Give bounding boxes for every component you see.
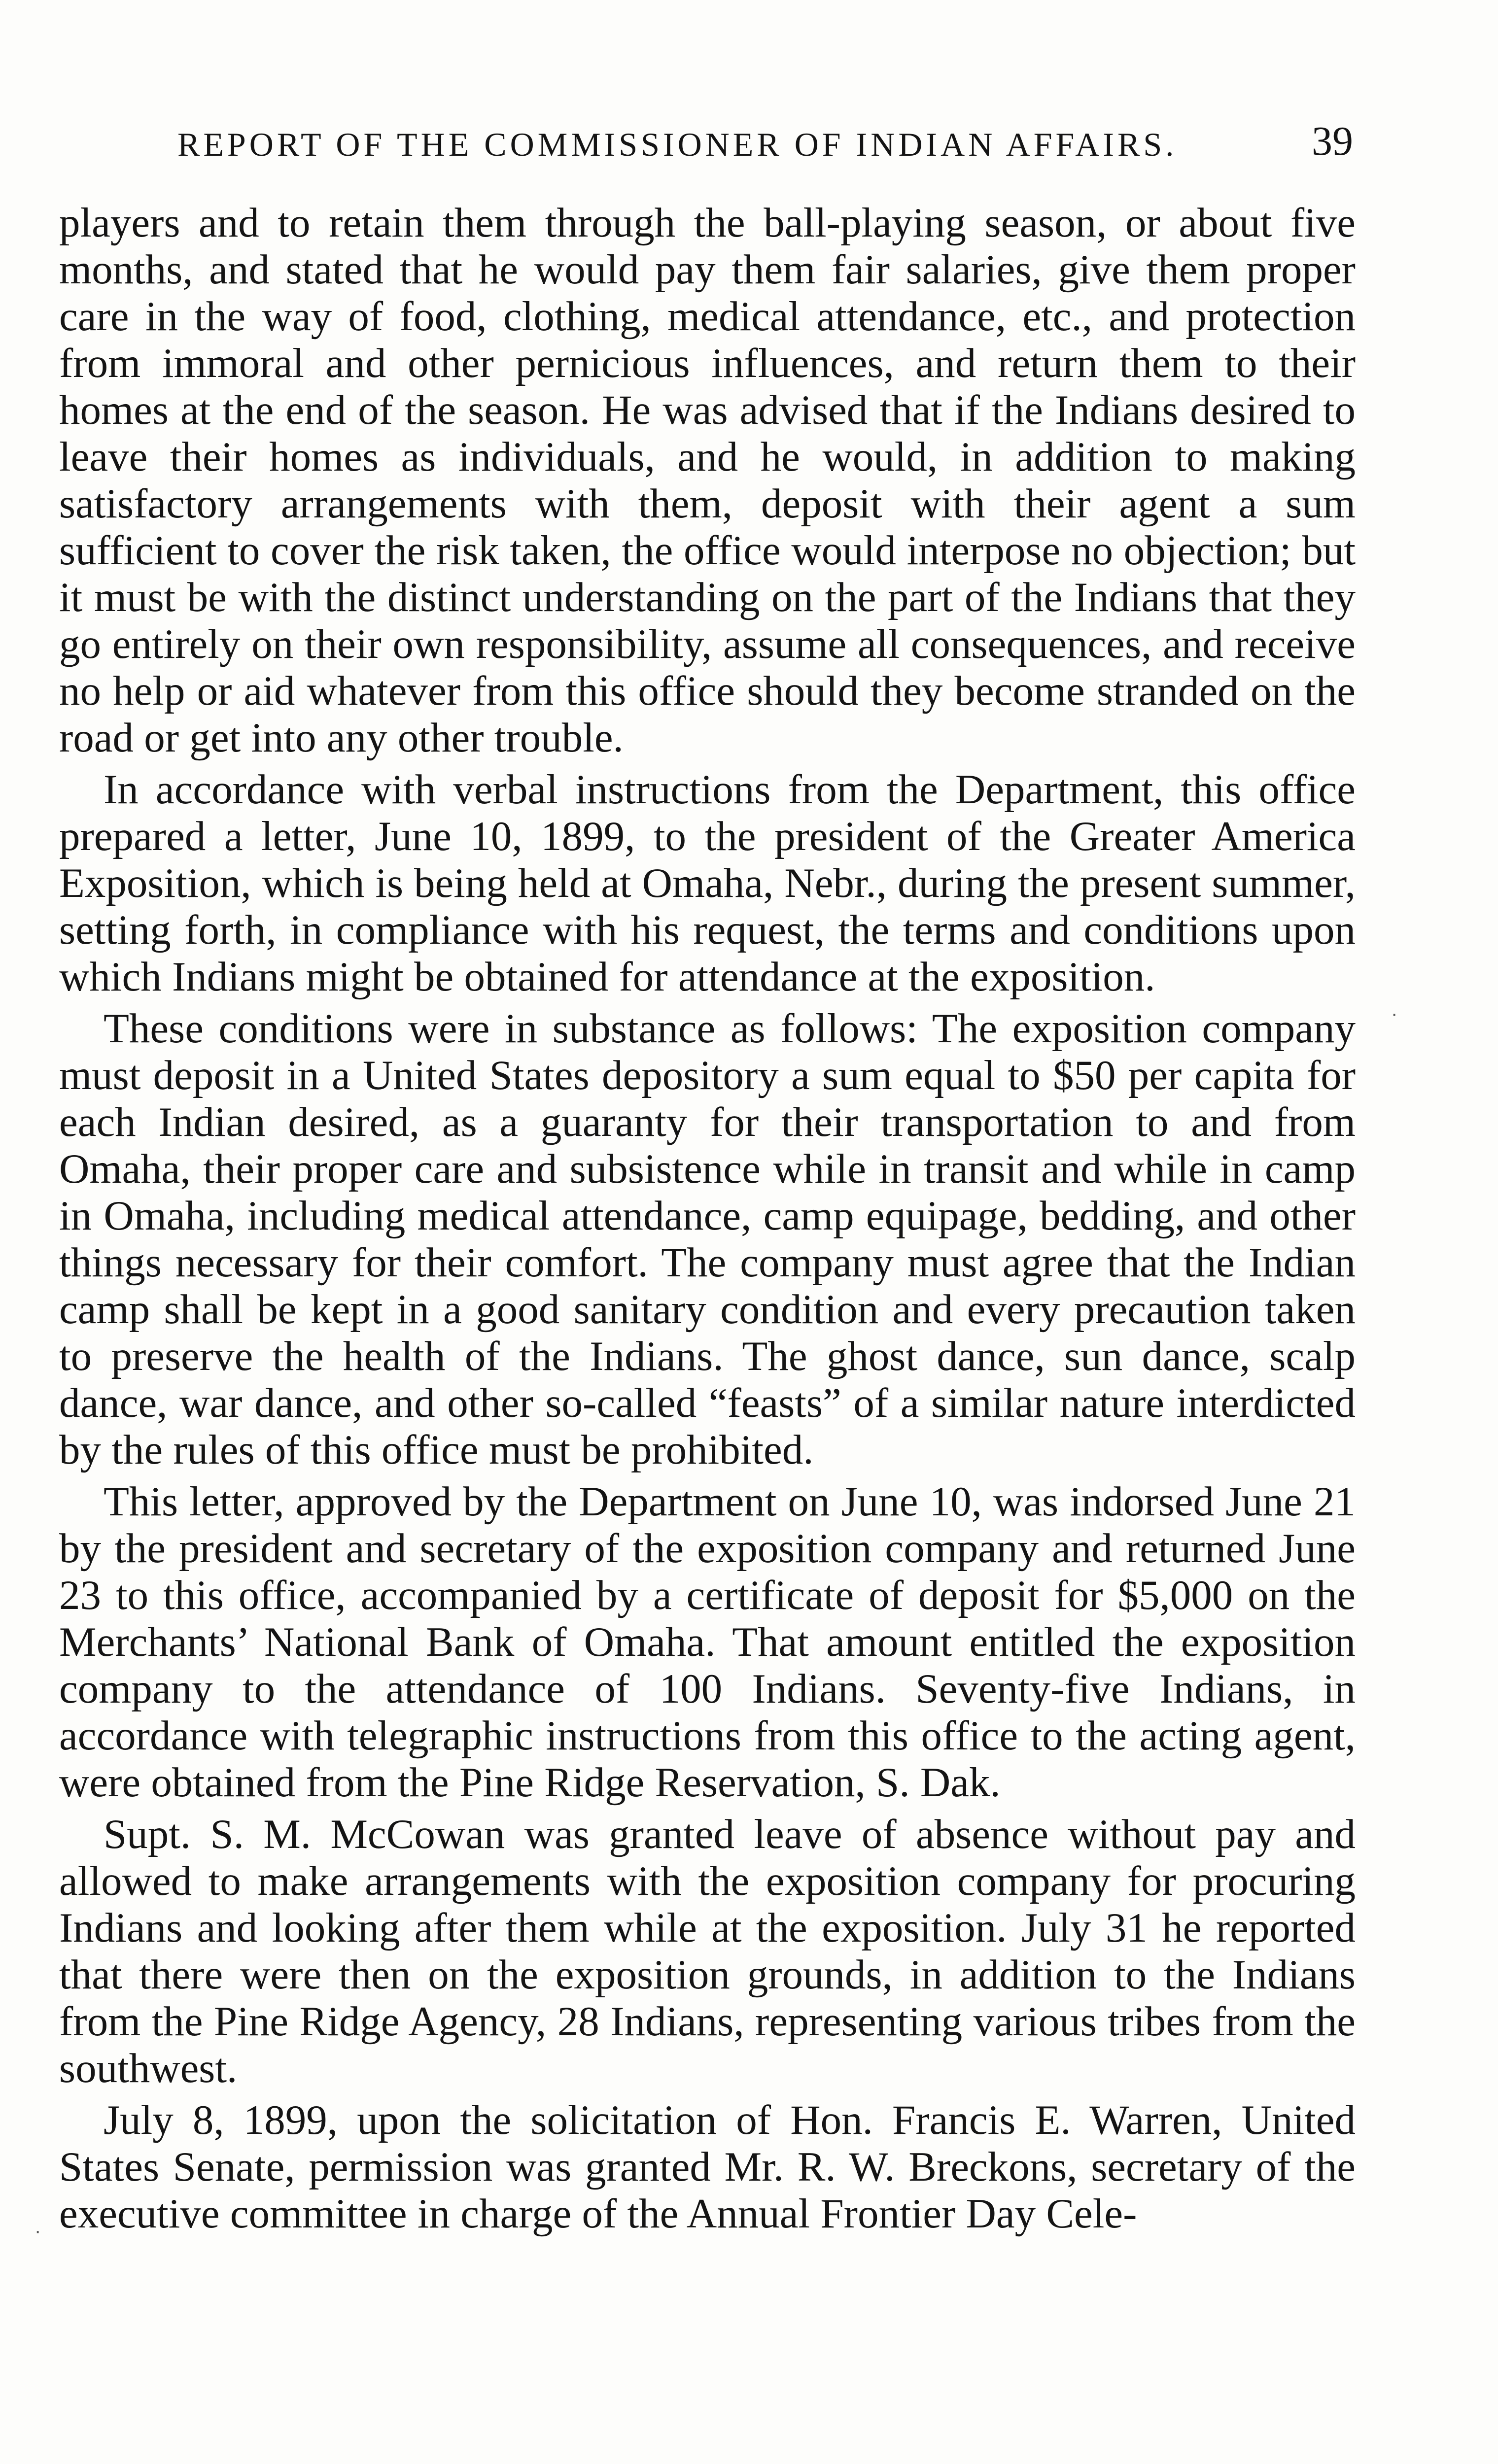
paragraph-frontier-day: July 8, 1899, upon the solicitation of Hon. Francis E. Warren, United States Senate, permission was granted Mr. R. W. Breckons, secretary of the executive committee in charge of the Annual Frontier Day Cele- xyxy=(59,2097,1356,2237)
paragraph-mccowan: Supt. S. M. McCowan was granted leave of absence without pay and allowed to make arrangements with the exposition company for procuring Indians and looking after them while at the exposition. July 31 he reported that there were then on the exposition grounds, in addition to the Indians from the Pine Ridge Agency, 28 Indians, representing various tribes from the southwest. xyxy=(59,1811,1356,2091)
paragraph-letter-approval: This letter, approved by the Department on June 10, was indorsed June 21 by the president and secretary of the exposition company and returned June 23 to this office, accompanied by a certificate of deposit for $5,000 on the Merchants’ National Bank of Omaha. That amount entitled the exposition company to the attendance of 100 Indians. Seventy-five Indians, in accordance with telegraphic instructions from this office to the acting agent, were obtained from the Pine Ridge Reservation, S. Dak. xyxy=(59,1478,1356,1806)
running-header xyxy=(128,113,1353,168)
margin-speck: · xyxy=(35,2220,41,2242)
paragraph-continuation: players and to retain them through the ball-playing season, or about five months, and stated that he would pay them fair salaries, give them proper care in the way of food, clothing, medical attendance, etc., and protection from immoral and other pernicious influences, and return them to their homes at the end of the season. He was advised that if the Indians desired to leave their homes as individuals, and he would, in addition to making satisfactory arrangements with them, deposit with their agent a sum sufficient to cover the risk taken, the office would interpose no objection; but it must be with the distinct understanding on the part of the Indians that they go entirely on their own responsibility, assume all consequences, and receive no help or aid whatever from this office should they become stranded on the road or get into any other trouble. xyxy=(59,200,1356,761)
margin-speck: · xyxy=(1391,1003,1398,1025)
paragraph-conditions: These conditions were in substance as follows: The exposition company must deposit in a United States depository a sum equal to $50 per capita for each Indian desired, as a guaranty for their transportation to and from Omaha, their proper care and subsistence while in transit and while in camp in Omaha, including medical attendance, camp equipage, bedding, and other things necessary for their comfort. The company must agree that the Indian camp shall be kept in a good sanitary condition and every precaution taken to preserve the health of the Indians. The ghost dance, sun dance, scalp dance, war dance, and other so-called “feasts” of a similar nature interdicted by the rules of this office must be prohibited. xyxy=(59,1005,1356,1473)
paragraph-exposition-letter: In accordance with verbal instructions from the Department, this office prepared a letter, June 10, 1899, to the president of the Greater America Exposition, which is being held at Omaha, Nebr., during the present summer, setting forth, in compliance with his request, the terms and conditions upon which Indians might be obtained for attendance at the exposition. xyxy=(59,766,1356,1000)
header-title: REPORT OF THE COMMISSIONER OF INDIAN AFFAIRS. xyxy=(177,126,1178,163)
body-text xyxy=(59,200,1356,2237)
page-number: 39 xyxy=(1312,118,1353,164)
